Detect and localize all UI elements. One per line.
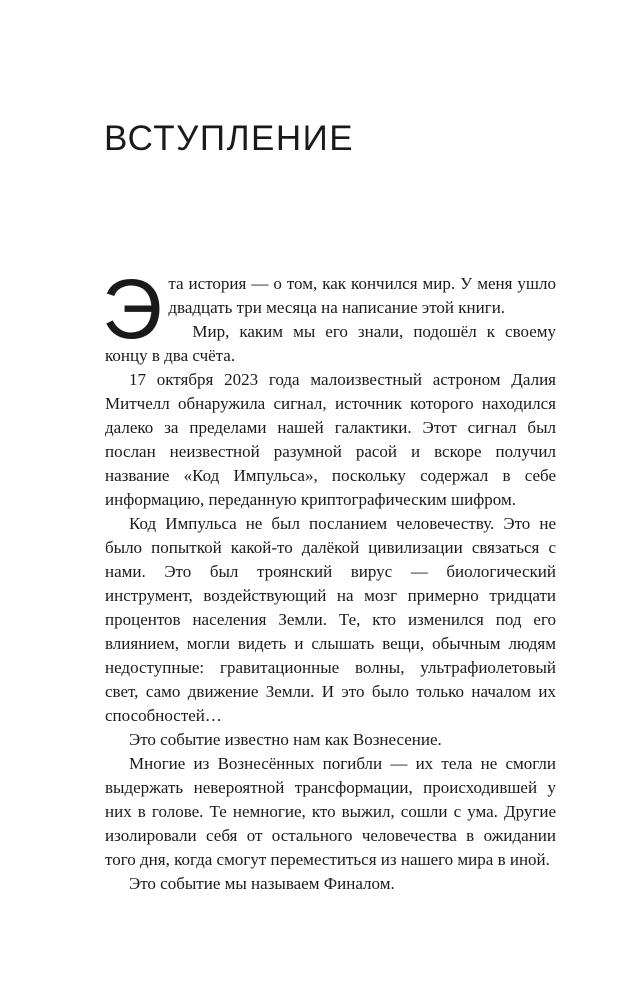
paragraph-2: Мир, каким мы его знали, подошёл к своему концу в два счёта.: [105, 322, 556, 365]
paragraph-3: 17 октября 2023 года малоизвестный астроном Далия Митчелл обнаружила сигнал, источник которого находился далеко за пределами нашей галактики. Этот сигнал был послан неизвестной разумной расой и вскоре получил название «Код Импульса», поскольку содержал в себе информацию, переданную криптографическим шифром.: [105, 370, 556, 509]
chapter-body: [102, 262, 556, 896]
paragraph-7: Это событие мы называем Финалом.: [129, 874, 395, 893]
drop-cap: Э: [102, 262, 163, 356]
chapter-title: ВСТУПЛЕНИЕ: [104, 119, 355, 158]
paragraph-1-text: та история — о том, как кончился мир. У меня ушло двадцать три месяца на написание этой книги.: [168, 274, 556, 317]
paragraph-6: Многие из Вознесённых погибли — их тела не смогли выдержать невероятной трансформации, происходившей у них в голове. Те немногие, кто выжил, сошли с ума. Другие изолировали себя от остального человечества в ожидании того дня, когда смогут переместиться из нашего мира в иной.: [105, 754, 556, 869]
paragraph-5: Это событие известно нам как Вознесение.: [129, 730, 442, 749]
paragraph-4: Код Импульса не был посланием человечеству. Это не было попыткой какой-то далёкой цивилизации связаться с нами. Это был троянский вирус — биологический инструмент, воздействующий на мозг примерно тридцати процентов населения Земли. Те, кто изменился под его влиянием, могли видеть и слышать вещи, обычным людям недоступные: гравитационные волны, ультрафиолетовый свет, само движение Земли. И это было только началом их способностей…: [105, 514, 556, 725]
